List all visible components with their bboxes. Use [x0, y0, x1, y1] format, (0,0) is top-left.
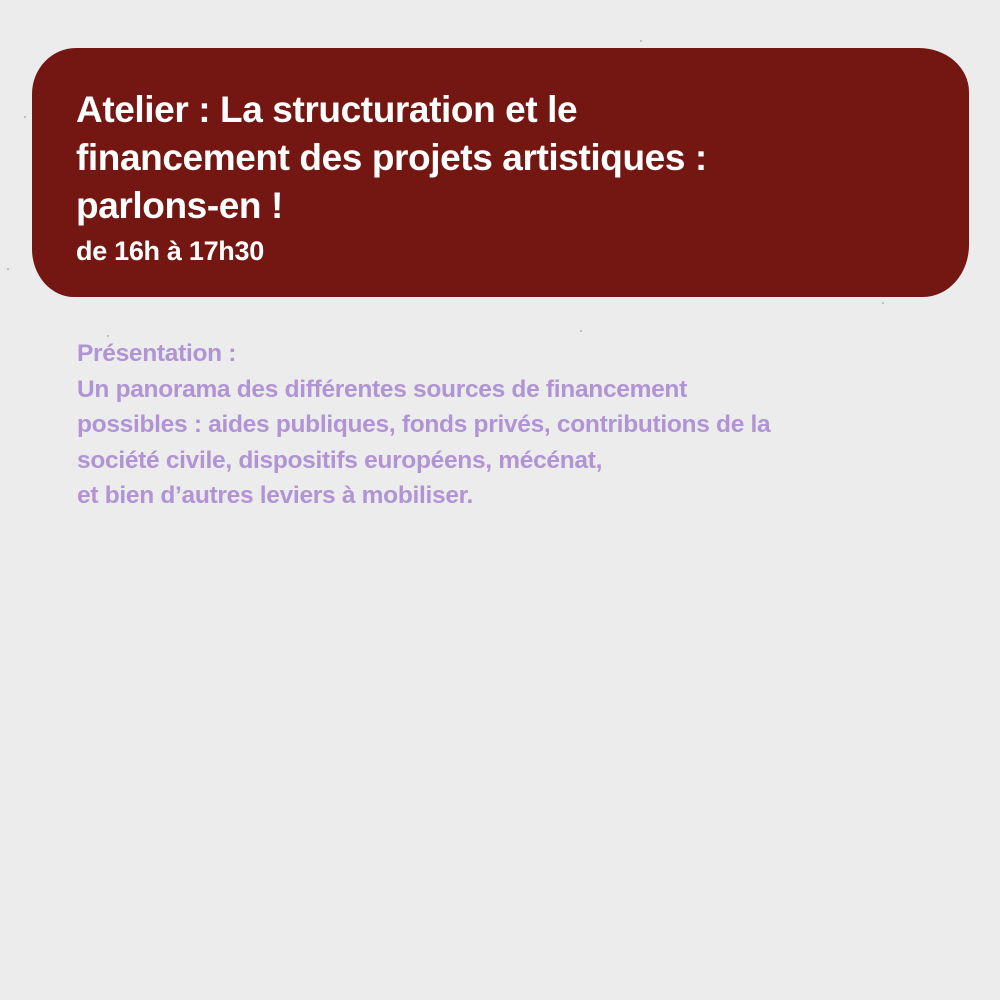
- workshop-time: de 16h à 17h30: [76, 236, 264, 266]
- presentation-block: [77, 336, 937, 514]
- workshop-title: [76, 86, 929, 230]
- presentation-line: et bien d’autres leviers à mobiliser.: [77, 482, 474, 509]
- paper-speck: [580, 330, 582, 332]
- title-banner: [32, 48, 969, 297]
- presentation-heading: Présentation :: [77, 340, 237, 367]
- paper-speck: [640, 40, 642, 42]
- paper-speck: [882, 302, 884, 304]
- presentation-line: Un panorama des différentes sources de financement: [77, 375, 687, 403]
- title-line: Atelier : La structuration et le: [76, 89, 578, 130]
- title-line: parlons-en !: [76, 185, 283, 226]
- paper-speck: [7, 268, 9, 270]
- presentation-line: société civile, dispositifs européens, mécénat,: [77, 446, 603, 474]
- title-line: financement des projets artistiques :: [76, 137, 707, 178]
- presentation-line: possibles : aides publiques, fonds privés, contributions de la: [77, 411, 771, 438]
- paper-speck: [24, 116, 26, 118]
